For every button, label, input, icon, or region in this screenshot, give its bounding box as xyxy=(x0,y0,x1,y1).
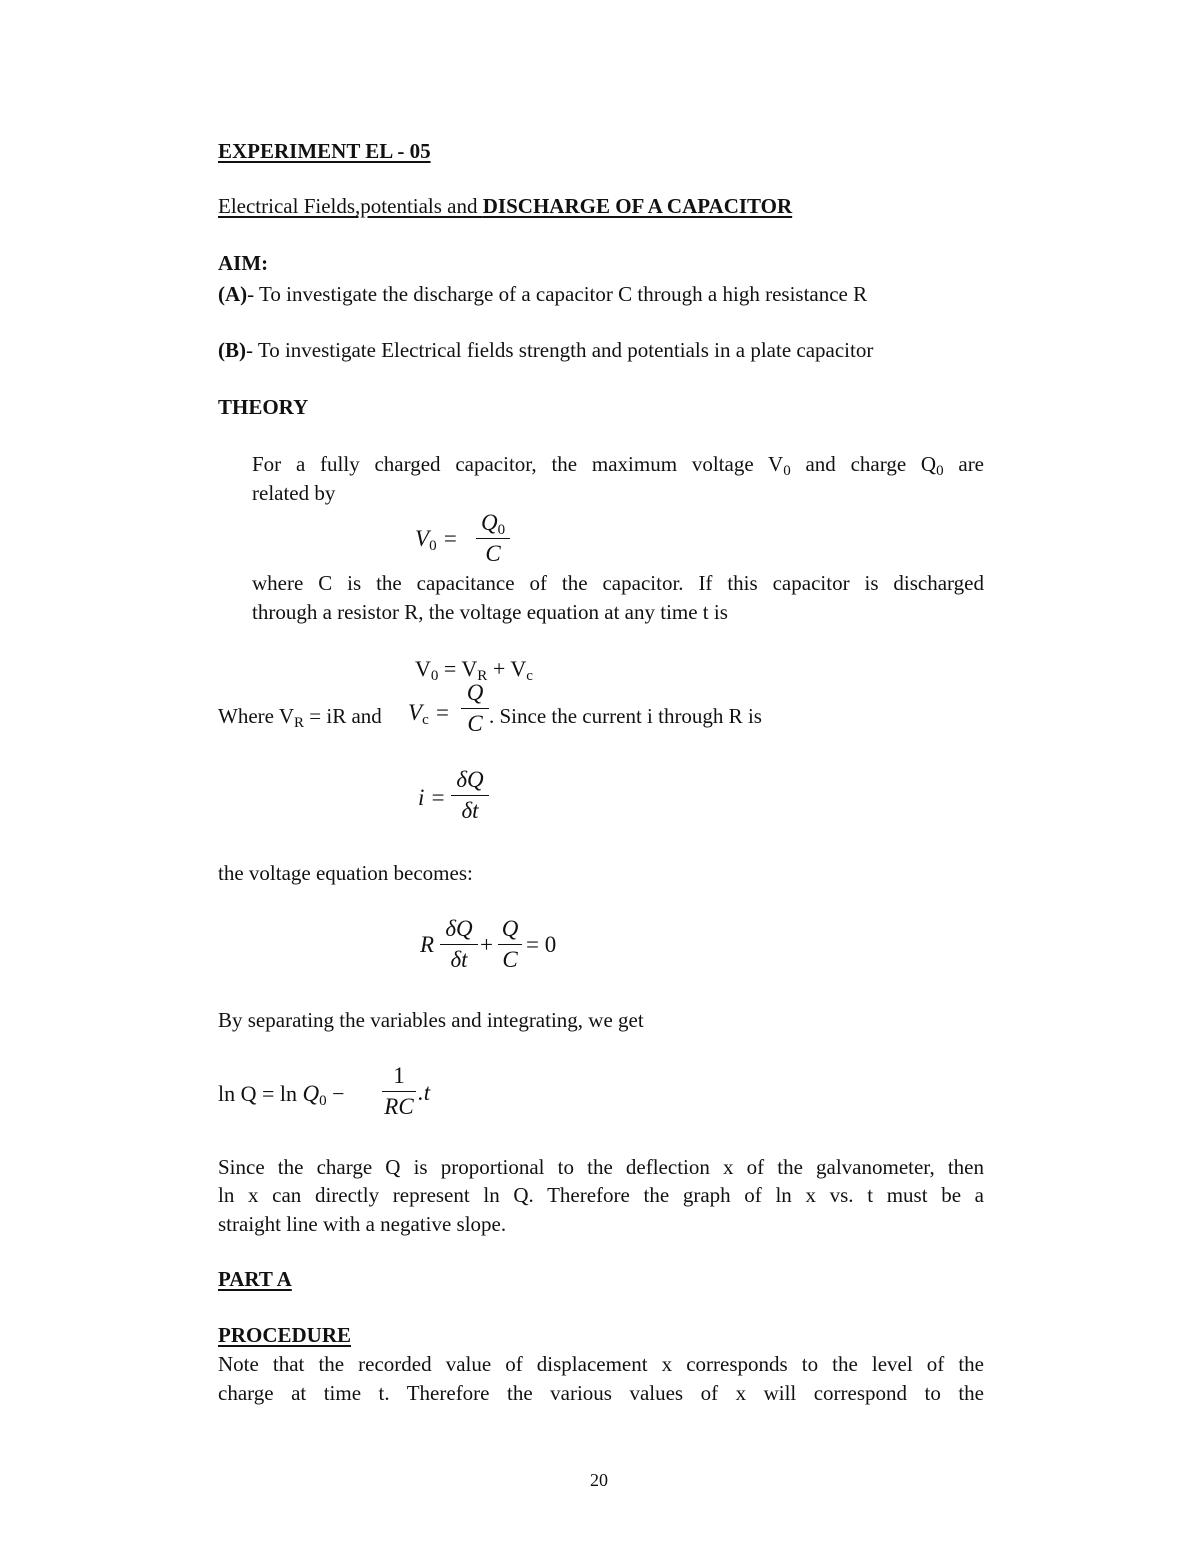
eq4-fraction-2 xyxy=(498,916,522,973)
where-numerator: Q xyxy=(466,680,484,705)
aim-b-text: - To investigate Electrical fields strength and potentials in a plate capacitor xyxy=(246,338,874,362)
aim-b xyxy=(218,338,873,362)
eq5-q-sub: 0 xyxy=(319,1093,327,1109)
eq4-numerator-1: δQ xyxy=(445,916,473,941)
eq5-fraction-bar xyxy=(382,1091,416,1092)
eq4-fraction-bar-1 xyxy=(440,944,478,945)
eq1-fraction xyxy=(476,510,510,567)
procedure-line-2: charge at time t. Therefore the various values of x will correspond to the xyxy=(218,1381,984,1405)
eq4-r: R xyxy=(420,932,435,957)
eq5-numerator: 1 xyxy=(393,1063,405,1088)
theory-para-5-line-2: ln x can directly represent ln Q. Therefore the graph of ln x vs. t must be a xyxy=(218,1183,984,1207)
p1-text-c: are xyxy=(943,452,985,476)
eq1-fraction-bar xyxy=(476,538,510,539)
eq2 xyxy=(415,656,533,684)
theory-para-5-line-3: straight line with a negative slope. xyxy=(218,1212,507,1236)
part-a-heading: PART A xyxy=(218,1267,292,1291)
where-denominator: C xyxy=(467,711,483,736)
where-vc: $V_c$ = xyxy=(408,700,451,728)
eq3-numerator: δQ xyxy=(456,767,484,792)
eq3-fraction xyxy=(451,767,489,824)
where-line-end: . Since the current i through R is xyxy=(489,704,762,728)
subtitle-plain: Electrical Fields,potentials and xyxy=(218,194,483,218)
eq2-equals-vr: = V xyxy=(443,656,478,681)
theory-para-4: By separating the variables and integrating, we get xyxy=(218,1008,644,1032)
aim-b-label: (B) xyxy=(218,338,246,362)
eq5-fraction xyxy=(382,1063,416,1120)
eq1-denominator: C xyxy=(485,541,501,566)
eq5-q: Q xyxy=(302,1081,320,1106)
eq1-q-sub: 0 xyxy=(497,522,506,538)
eq2-subr: R xyxy=(477,668,488,684)
eq1-v: V xyxy=(415,526,430,551)
where-text-b: = iR and xyxy=(304,704,382,728)
aim-a xyxy=(218,282,867,306)
eq5-lnq-text: ln Q = ln xyxy=(218,1081,303,1106)
eq5-t: .t xyxy=(418,1080,431,1105)
eq3-i: i xyxy=(418,785,425,810)
eq2-v0: V xyxy=(415,656,431,681)
theory-para-2-line-1: where C is the capacitance of the capacitor. If this capacitor is discharged xyxy=(252,571,984,595)
q0-subscript: 0 xyxy=(936,463,944,479)
where-text-a: Where V xyxy=(218,704,294,728)
theory-para-5-line-1: Since the charge Q is proportional to the deflection x of the galvanometer, then xyxy=(218,1155,984,1179)
eq4-denominator-2: C xyxy=(502,947,518,972)
theory-para-2-line-2: through a resistor R, the voltage equation at any time t is xyxy=(252,600,728,624)
where-fraction-bar xyxy=(461,708,489,709)
experiment-subtitle xyxy=(218,194,792,218)
page-number: 20 xyxy=(590,1470,608,1490)
eq4-fraction-1 xyxy=(440,916,478,973)
where-fraction xyxy=(461,680,489,737)
eq4-numerator-2: Q xyxy=(501,916,519,941)
eq2-plus-vc: + V xyxy=(487,656,527,681)
where-line-start xyxy=(218,704,382,731)
theory-para-1-line-2: related by xyxy=(252,481,336,505)
p1-text-b: and charge Q xyxy=(790,452,937,476)
experiment-title: EXPERIMENT EL - 05 xyxy=(218,139,431,163)
eq2-sub0: 0 xyxy=(430,668,439,684)
theory-para-3: the voltage equation becomes: xyxy=(218,861,473,885)
eq1-numerator xyxy=(476,510,510,536)
procedure-line-1: Note that the recorded value of displacement x corresponds to the level of the xyxy=(218,1352,984,1376)
aim-a-label: (A) xyxy=(218,282,248,306)
eq1-v-sub: 0 xyxy=(429,538,437,554)
theory-heading: THEORY xyxy=(218,395,309,419)
v0-subscript: 0 xyxy=(783,463,791,479)
eq1-lhs: $V_0$ = xyxy=(415,526,458,554)
eq5-denominator: RC xyxy=(384,1094,414,1119)
eq2-subc: c xyxy=(526,668,533,684)
eq1-q: Q xyxy=(480,510,498,535)
eq4-rhs: = 0 xyxy=(526,932,557,957)
eq4-plus: + xyxy=(480,932,493,957)
eq3-fraction-bar xyxy=(451,795,489,796)
eq4-denominator-1: δt xyxy=(450,947,468,972)
procedure-heading: PROCEDURE xyxy=(218,1323,352,1347)
p1-text-a: For a fully charged capacitor, the maximum voltage V xyxy=(252,452,784,476)
aim-heading: AIM: xyxy=(218,251,269,275)
subtitle-bold: DISCHARGE OF A CAPACITOR xyxy=(482,194,793,218)
theory-para-1-line-1 xyxy=(252,450,984,478)
eq4-fraction-bar-2 xyxy=(498,944,522,945)
eq3-denominator: δt xyxy=(461,798,479,823)
aim-a-text: - To investigate the discharge of a capacitor C through a high resistance R xyxy=(247,282,868,306)
where-vc-v: V xyxy=(408,700,423,725)
eq5-lhs: $\ln Q = \ln Q_0$ − xyxy=(218,1081,345,1109)
where-sub-r: R xyxy=(294,715,305,731)
eq3-lhs: i = xyxy=(418,785,446,810)
where-vc-sub: c xyxy=(422,712,429,728)
